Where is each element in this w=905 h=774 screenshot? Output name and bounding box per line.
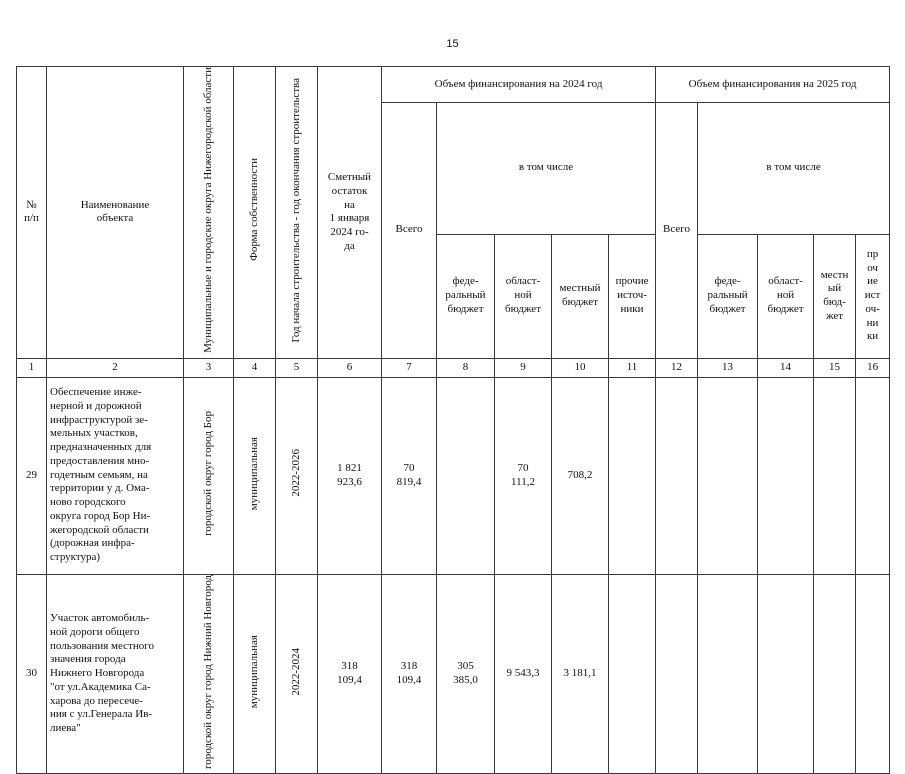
col-number: 3: [184, 358, 234, 377]
federal-2025-cell: [698, 377, 758, 574]
row-number: 30: [17, 574, 47, 774]
local-2024-cell: 708,2: [552, 377, 609, 574]
total-2024-cell: 70 819,4: [382, 377, 437, 574]
header-financing-2024: Объем финансирования на 2024 год: [382, 67, 656, 103]
header-financing-2025: Объем финансирования на 2025 год: [656, 67, 890, 103]
local-2025-cell: [814, 574, 856, 774]
table-row: [17, 377, 890, 574]
row-number: 29: [17, 377, 47, 574]
years-cell: 2022-2024: [276, 574, 318, 774]
header-total-2024: Всего: [382, 103, 437, 359]
header-estimated-remainder: Сметный остаток на 1 января 2024 го- да: [318, 67, 382, 359]
column-numbers-row: [17, 358, 890, 377]
years-cell: 2022-2026: [276, 377, 318, 574]
header-federal-2025: феде- ральный бюджет: [698, 234, 758, 358]
header-years: Год начала строительства - год окончания строительства: [276, 67, 318, 359]
page-number: 15: [446, 38, 459, 50]
remainder-cell: 318 109,4: [318, 574, 382, 774]
header-local-2025: местн ый бюд- жет: [814, 234, 856, 358]
regional-2025-cell: [758, 377, 814, 574]
remainder-cell: 1 821 923,6: [318, 377, 382, 574]
col-number: 6: [318, 358, 382, 377]
col-number: 11: [609, 358, 656, 377]
header-district: Муниципальные и городские округа Нижегородской области: [184, 67, 234, 359]
ownership-cell: муниципальная: [234, 574, 276, 774]
regional-2025-cell: [758, 574, 814, 774]
regional-2024-cell: 9 543,3: [495, 574, 552, 774]
total-2024-cell: 318 109,4: [382, 574, 437, 774]
header-total-2025: Всего: [656, 103, 698, 359]
col-number: 7: [382, 358, 437, 377]
other-2024-cell: [609, 574, 656, 774]
total-2025-cell: [656, 377, 698, 574]
header-local-2024: местный бюджет: [552, 234, 609, 358]
col-number: 16: [856, 358, 890, 377]
district-cell: городской округ город Нижний Новгород: [184, 574, 234, 774]
col-number: 8: [437, 358, 495, 377]
regional-2024-cell: 70 111,2: [495, 377, 552, 574]
financing-table: [16, 66, 890, 774]
col-number: 9: [495, 358, 552, 377]
header-row-number: № п/п: [17, 67, 47, 359]
header-ownership: Форма собственности: [234, 67, 276, 359]
header-other-2025: пр оч ие ист оч- ни ки: [856, 234, 890, 358]
header-regional-2024: област- ной бюджет: [495, 234, 552, 358]
col-number: 5: [276, 358, 318, 377]
total-2025-cell: [656, 574, 698, 774]
header-including-2025: в том числе: [698, 103, 890, 235]
other-2024-cell: [609, 377, 656, 574]
table-row: [17, 574, 890, 774]
col-number: 10: [552, 358, 609, 377]
col-number: 12: [656, 358, 698, 377]
ownership-cell: муниципальная: [234, 377, 276, 574]
local-2025-cell: [814, 377, 856, 574]
col-number: 13: [698, 358, 758, 377]
object-name: Обеспечение инже- нерной и дорожной инфраструктурой зе- мельных участков, предназначенных для предоставления мно- годетным семьям, на территории у д. Ома- ново городского округа город Бор Ни- жегородской области (дорожная инфра- структура): [47, 377, 184, 574]
federal-2024-cell: [437, 377, 495, 574]
col-number: 4: [234, 358, 276, 377]
col-number: 2: [47, 358, 184, 377]
object-name: Участок автомобиль- ной дороги общего пользования местного значения города Нижнего Новгорода "от ул.Академика Са- харова до пересече- ния с ул.Генерала Ив- лиева": [47, 574, 184, 774]
col-number: 1: [17, 358, 47, 377]
federal-2024-cell: 305 385,0: [437, 574, 495, 774]
local-2024-cell: 3 181,1: [552, 574, 609, 774]
header-federal-2024: феде- ральный бюджет: [437, 234, 495, 358]
col-number: 15: [814, 358, 856, 377]
district-cell: городской округ город Бор: [184, 377, 234, 574]
other-2025-cell: [856, 574, 890, 774]
federal-2025-cell: [698, 574, 758, 774]
header-object-name: Наименование объекта: [47, 67, 184, 359]
other-2025-cell: [856, 377, 890, 574]
col-number: 14: [758, 358, 814, 377]
header-other-2024: прочие источ- ники: [609, 234, 656, 358]
header-including-2024: в том числе: [437, 103, 656, 235]
header-regional-2025: област- ной бюджет: [758, 234, 814, 358]
